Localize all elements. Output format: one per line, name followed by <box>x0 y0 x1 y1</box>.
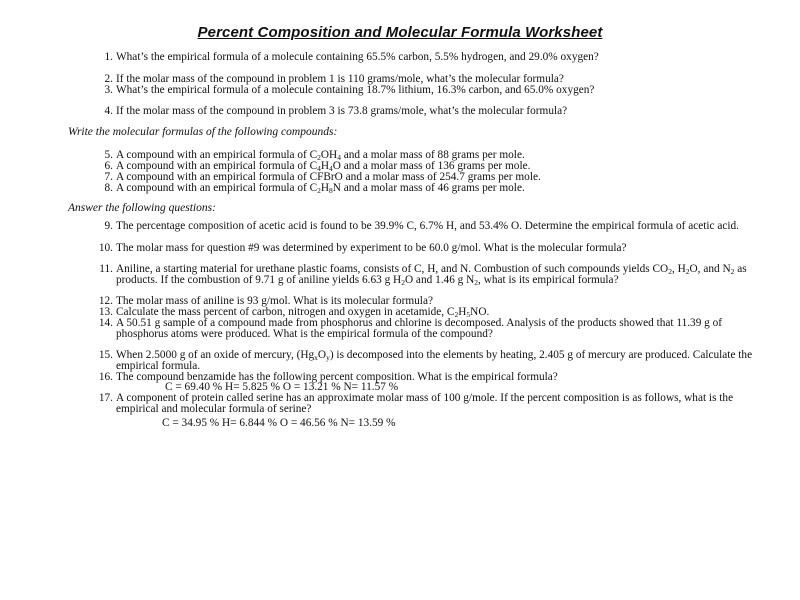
question-number: 14. <box>98 317 113 329</box>
page-title: Percent Composition and Molecular Formula Worksheet <box>197 24 603 41</box>
question-text: What’s the empirical formula of a molecule containing 65.5% carbon, 5.5% hydrogen, and 29.0% oxygen? <box>116 51 599 63</box>
question-text: The molar mass for question #9 was determined by experiment to be 60.0 g/mol. What is the molecular formula? <box>116 242 627 254</box>
question-15 <box>84 350 754 372</box>
question-number: 10. <box>98 242 113 254</box>
question-number: 16. <box>98 371 113 383</box>
question-text: The percentage composition of acetic acid is found to be 39.9% C, 6.7% H, and 53.4% O. Determine the empirical formula of acetic acid. <box>116 220 739 232</box>
question-1 <box>84 52 754 63</box>
question-4 <box>84 106 754 117</box>
question-text: What’s the empirical formula of a molecule containing 18.7% lithium, 16.3% carbon, and 65.0% oxygen? <box>116 84 595 96</box>
question-9 <box>84 221 754 232</box>
question-number: 9. <box>104 220 113 232</box>
question-number: 11. <box>99 263 113 275</box>
composition-data: C = 34.95 % H= 6.844 % O = 46.56 % N= 13.59 % <box>162 417 396 429</box>
section-instructions: Answer the following questions: <box>68 202 216 214</box>
question-text: A compound with an empirical formula of $C_4H_4O$ and a molar mass of 136 grams per mole. <box>116 160 531 173</box>
question-10 <box>84 243 754 254</box>
question-number: 3. <box>104 84 113 96</box>
section-instructions: Write the molecular formulas of the following compounds: <box>68 126 338 138</box>
question-number: 8. <box>104 182 113 194</box>
composition-data: C = 69.40 % H= 5.825 % O = 13.21 % N= 11.57 % <box>165 381 399 393</box>
question-number: 12. <box>98 295 113 307</box>
question-number: 5. <box>104 149 113 161</box>
question-text: If the molar mass of the compound in problem 3 is 73.8 grams/mole, what’s the molecular formula? <box>116 105 568 117</box>
question-number: 15. <box>98 349 113 361</box>
question-number: 6. <box>104 160 113 172</box>
question-17 <box>84 393 754 415</box>
question-number: 4. <box>104 105 113 117</box>
question-text: The molar mass of aniline is 93 g/mol. What is its molecular formula? <box>116 295 433 307</box>
question-text: A compound with an empirical formula of CFBrO and a molar mass of 254.7 grams per mole. <box>116 171 541 183</box>
question-number: 13. <box>98 306 113 318</box>
question-text: A compound with an empirical formula of $C_2OH_4$ and a molar mass of 88 grams per mole. <box>116 149 525 162</box>
question-text: If the molar mass of the compound in problem 1 is 110 grams/mole, what’s the molecular formula? <box>116 73 564 85</box>
question-number: 2. <box>104 73 113 85</box>
question-text: Aniline, a starting material for urethane plastic foams, consists of C, H, and N. Combustion of such compounds yields $CO_2$, $H_2O$, and $N_2$ as products. If the combustion of 9.71 g of aniline yields 6.63 g $H_2O$ and 1.46 g $N_2$, what is its empirical formula? <box>116 263 750 287</box>
question-8 <box>84 183 754 194</box>
question-11 <box>84 264 754 286</box>
question-text: The compound benzamide has the following percent composition. What is the empirical formula? <box>116 371 558 383</box>
question-number: 17. <box>98 392 113 404</box>
question-14 <box>84 318 754 340</box>
question-number: 1. <box>104 51 113 63</box>
question-3 <box>84 85 754 96</box>
question-text: A component of protein called serine has an approximate molar mass of 100 g/mole. If the percent composition is as follows, what is the empirical and molecular formula of serine? <box>116 392 734 415</box>
question-text: A compound with an empirical formula of $C_2H_8N$ and a molar mass of 46 grams per mole. <box>116 182 525 195</box>
question-text: A 50.51 g sample of a compound made from phosphorus and chlorine is decomposed. Analysis of the products showed that 11.39 g of phosphorus atoms were produced. What is the empirical formula of the compound? <box>116 317 723 340</box>
question-text: When 2.5000 g of an oxide of mercury, $(Hg_xO_y)$ is decomposed into the elements by heating, 2.405 g of mercury are produced. Calculate the empirical formula. <box>116 349 755 372</box>
question-number: 7. <box>104 171 113 183</box>
question-text: Calculate the mass percent of carbon, nitrogen and oxygen in acetamide, $C_2H_5NO$. <box>116 306 490 319</box>
